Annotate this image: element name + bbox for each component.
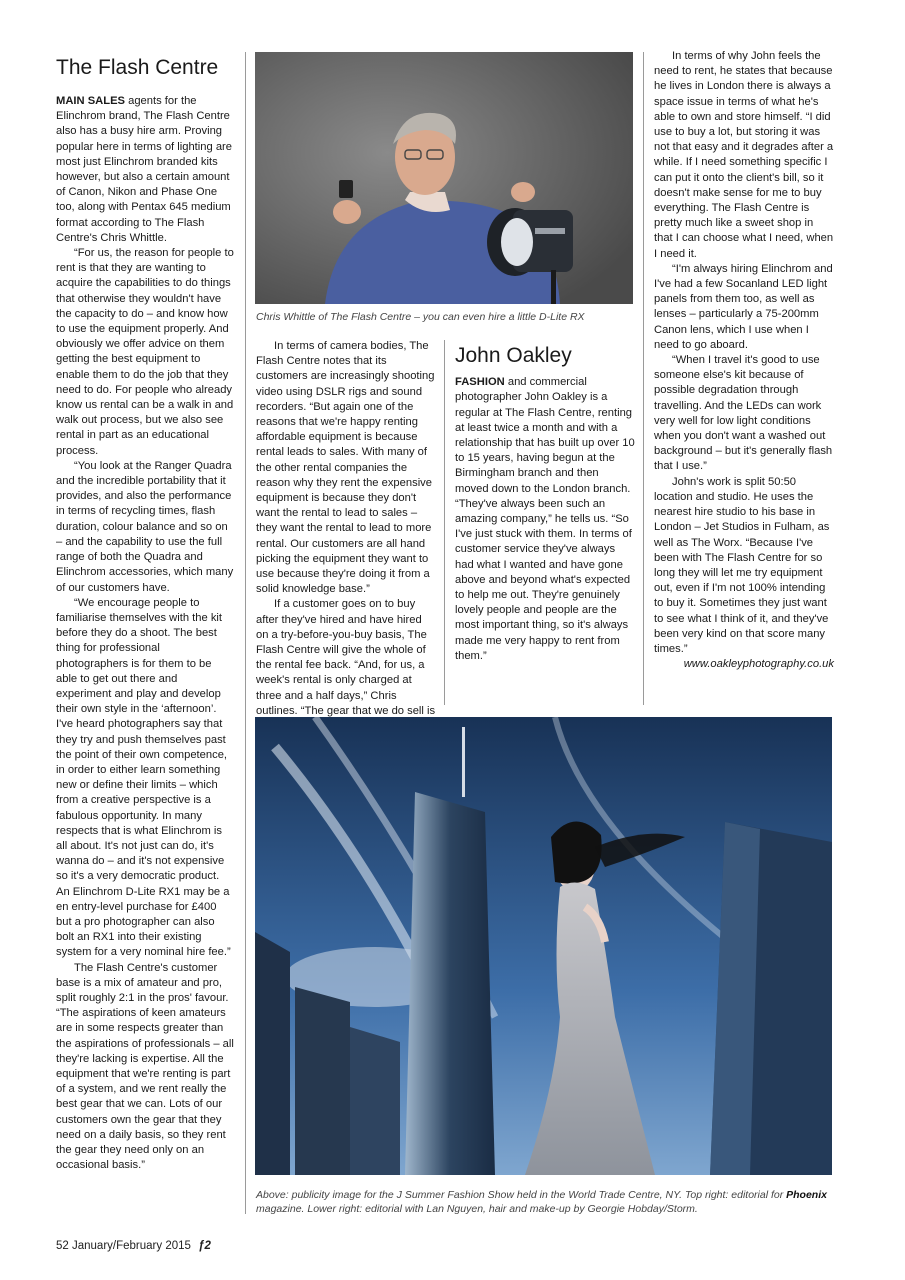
paragraph: FASHION and commercial photographer John Oakley is a regular at The Flash Centre, renting at least twice a month and with a relationship that has built up over 10 to 15 years, having begun at the Birmingham branch and then moved down to the London branch. “They've always been such an amazing company,” he tells us. “So I've just stuck with them. In terms of customer service they've always had what I wanted and have gone above and beyond what's expected to help me out. They're genuinely lovely people and people are the most important thing, so it's always made me very happy to rent from them.”	[455, 376, 635, 662]
section-heading-john-oakley: John Oakley	[455, 344, 572, 367]
paragraph: In terms of why John feels the need to rent, he states that because he lives in London there is always a space issue in terms of what he's able to own and store himself. “I did use to buy a lot, but storing it was not that easy and it degrades after a while. If I need something specific I can put it onto the client's bill, so it doesn't make sense for me to buy everything. The Flash Centre is pretty much like a sweet shop in that I can choose what I need, when I need it.	[654, 50, 834, 260]
magazine-logo: ƒ2	[198, 1240, 211, 1252]
portrait-photo-chris-whittle	[255, 52, 633, 304]
paragraph: “We encourage people to familiarise themselves with the kit before they do a shoot. The best thing for professional photographers is for them to be able to get out there and experiment and play and develop their own style in the ‘afternoon’. I've heard photographers say that they try and push themselves past the point of their own competence, in order to either learn something new or define their limits – which from a creative perspective is a fabulous opportunity. In many respects that is what Elinchrom is all about. It's not just can do, it's wanna do – and it's not expensive so it's a very democratic product. An Elinchrom D-Lite RX1 may be a en entry-level purchase for £400 but a pro photographer can also bolt an RX1 into their existing system for a very nominal hire fee.”	[56, 596, 231, 959]
website-link[interactable]: www.oakleyphotography.co.uk	[683, 658, 834, 671]
portrait-photo-illustration	[255, 52, 633, 304]
article-column-3	[455, 339, 635, 664]
paragraph: “When I travel it's good to use someone else's kit because of possible degradation through travelling. And the LEDs can work very well for low light conditions when you don't want a washed out background – but it's generally flash that I use.”	[654, 354, 833, 473]
paragraph: “You look at the Ranger Quadra and the incredible portability that it provides, and also the performance in terms of recycling times, flash duration, colour balance and so on – and the capability to use the full range of both the Quadra and Elinchrom accessories, which many of our customers have.	[56, 459, 234, 594]
column-rule	[643, 52, 644, 705]
paragraph: John's work is split 50:50 location and studio. He uses the nearest hire studio to his base in London – Jet Studios in Fulham, as well as The Worx. “Because I've been with The Flash Centre for so long they will let me try equipment out, even if I'm not 100% intending to buy it. Sometimes they just want to see what I think of it, and they've been very kind on that score many times.”	[654, 475, 830, 655]
issue-date: January/February 2015	[72, 1240, 191, 1252]
column-rule	[444, 340, 445, 705]
paragraph: In terms of camera bodies, The Flash Centre notes that its customers are increasingly shooting video using DSLR rigs and sound recorders. “But again one of the reasons that we're happy renting affordable equipment is because rental leads to sales. With many of the other rental companies the reason why they rent the expensive equipment is because they don't want the rental to lead to sales – they want the rental to lead to more rental. Our customers are all hand picking the equipment they want to use because they're doing it from a solid knowledge base.”	[256, 340, 435, 596]
paragraph: “For us, the reason for people to rent is that they are wanting to acquire the capabilities to do things that otherwise they wouldn't have the capacity to do – and know how to use the equipment properly. And obviously we offer advice on them getting the best equipment to enable them to do the job that they need to do. For people who already know us rental can be a walk in and walk out process, but we also see rental in part as an educational process.	[56, 247, 234, 457]
fashion-photo-illustration	[255, 717, 832, 1175]
fashion-photo-world-trade-centre	[255, 717, 832, 1175]
article-column-2	[256, 339, 436, 749]
paragraph: If a customer goes on to buy after they've hired and have hired on a try-before-you-buy basis, The Flash Centre will give the whole of the rental fee back. “And, for us, a week's rental is only charged at three and a half days,” Chris outlines. “The gear that we do sell is	[256, 598, 436, 717]
page-footer	[56, 1240, 211, 1252]
photo-caption-bottom: Above: publicity image for the J Summer Fashion Show held in the World Trade Centre, NY. Top right: editorial for Phoenix magazine. Lower right: editorial with Lan Nguyen, hair and make-up by Georgie Hobday/Storm.	[256, 1189, 827, 1215]
article-column-1	[56, 94, 234, 1173]
page-number: 52	[56, 1240, 69, 1252]
paragraph: “I'm always hiring Elinchrom and I've had a few Socanland LED light panels from them too, as well as lenses – particularly a 75-200mm Canon lens, which I use when I need to go aboard.	[654, 262, 833, 351]
section-heading-flash-centre: The Flash Centre	[56, 56, 219, 79]
paragraph: The Flash Centre's customer base is a mix of amateur and pro, split roughly 2:1 in the pros' favour. “The aspirations of keen amateurs are in some respects greater than the aspirations of professionals – all they're lacking is expertise. All the equipment that we're renting is part of a system, and we rent really the best gear that we can. Lots of our customers own the gear that they need on a daily basis, so they rent the gear they need only on an occasional basis.”	[56, 961, 234, 1172]
article-column-4	[654, 49, 834, 672]
column-rule	[245, 52, 246, 1214]
paragraph: MAIN SALES agents for the Elinchrom brand, The Flash Centre also has a busy hire arm. Proving popular here in terms of lighting are most just Elinchrom branded kits however, but also a certain amount of Canon, Nikon and Phase One too, along with Pentax 645 medium format according to The Flash Centre's Chris Whittle.	[56, 95, 232, 244]
photo-caption-top: Chris Whittle of The Flash Centre – you can even hire a little D-Lite RX	[256, 311, 585, 323]
